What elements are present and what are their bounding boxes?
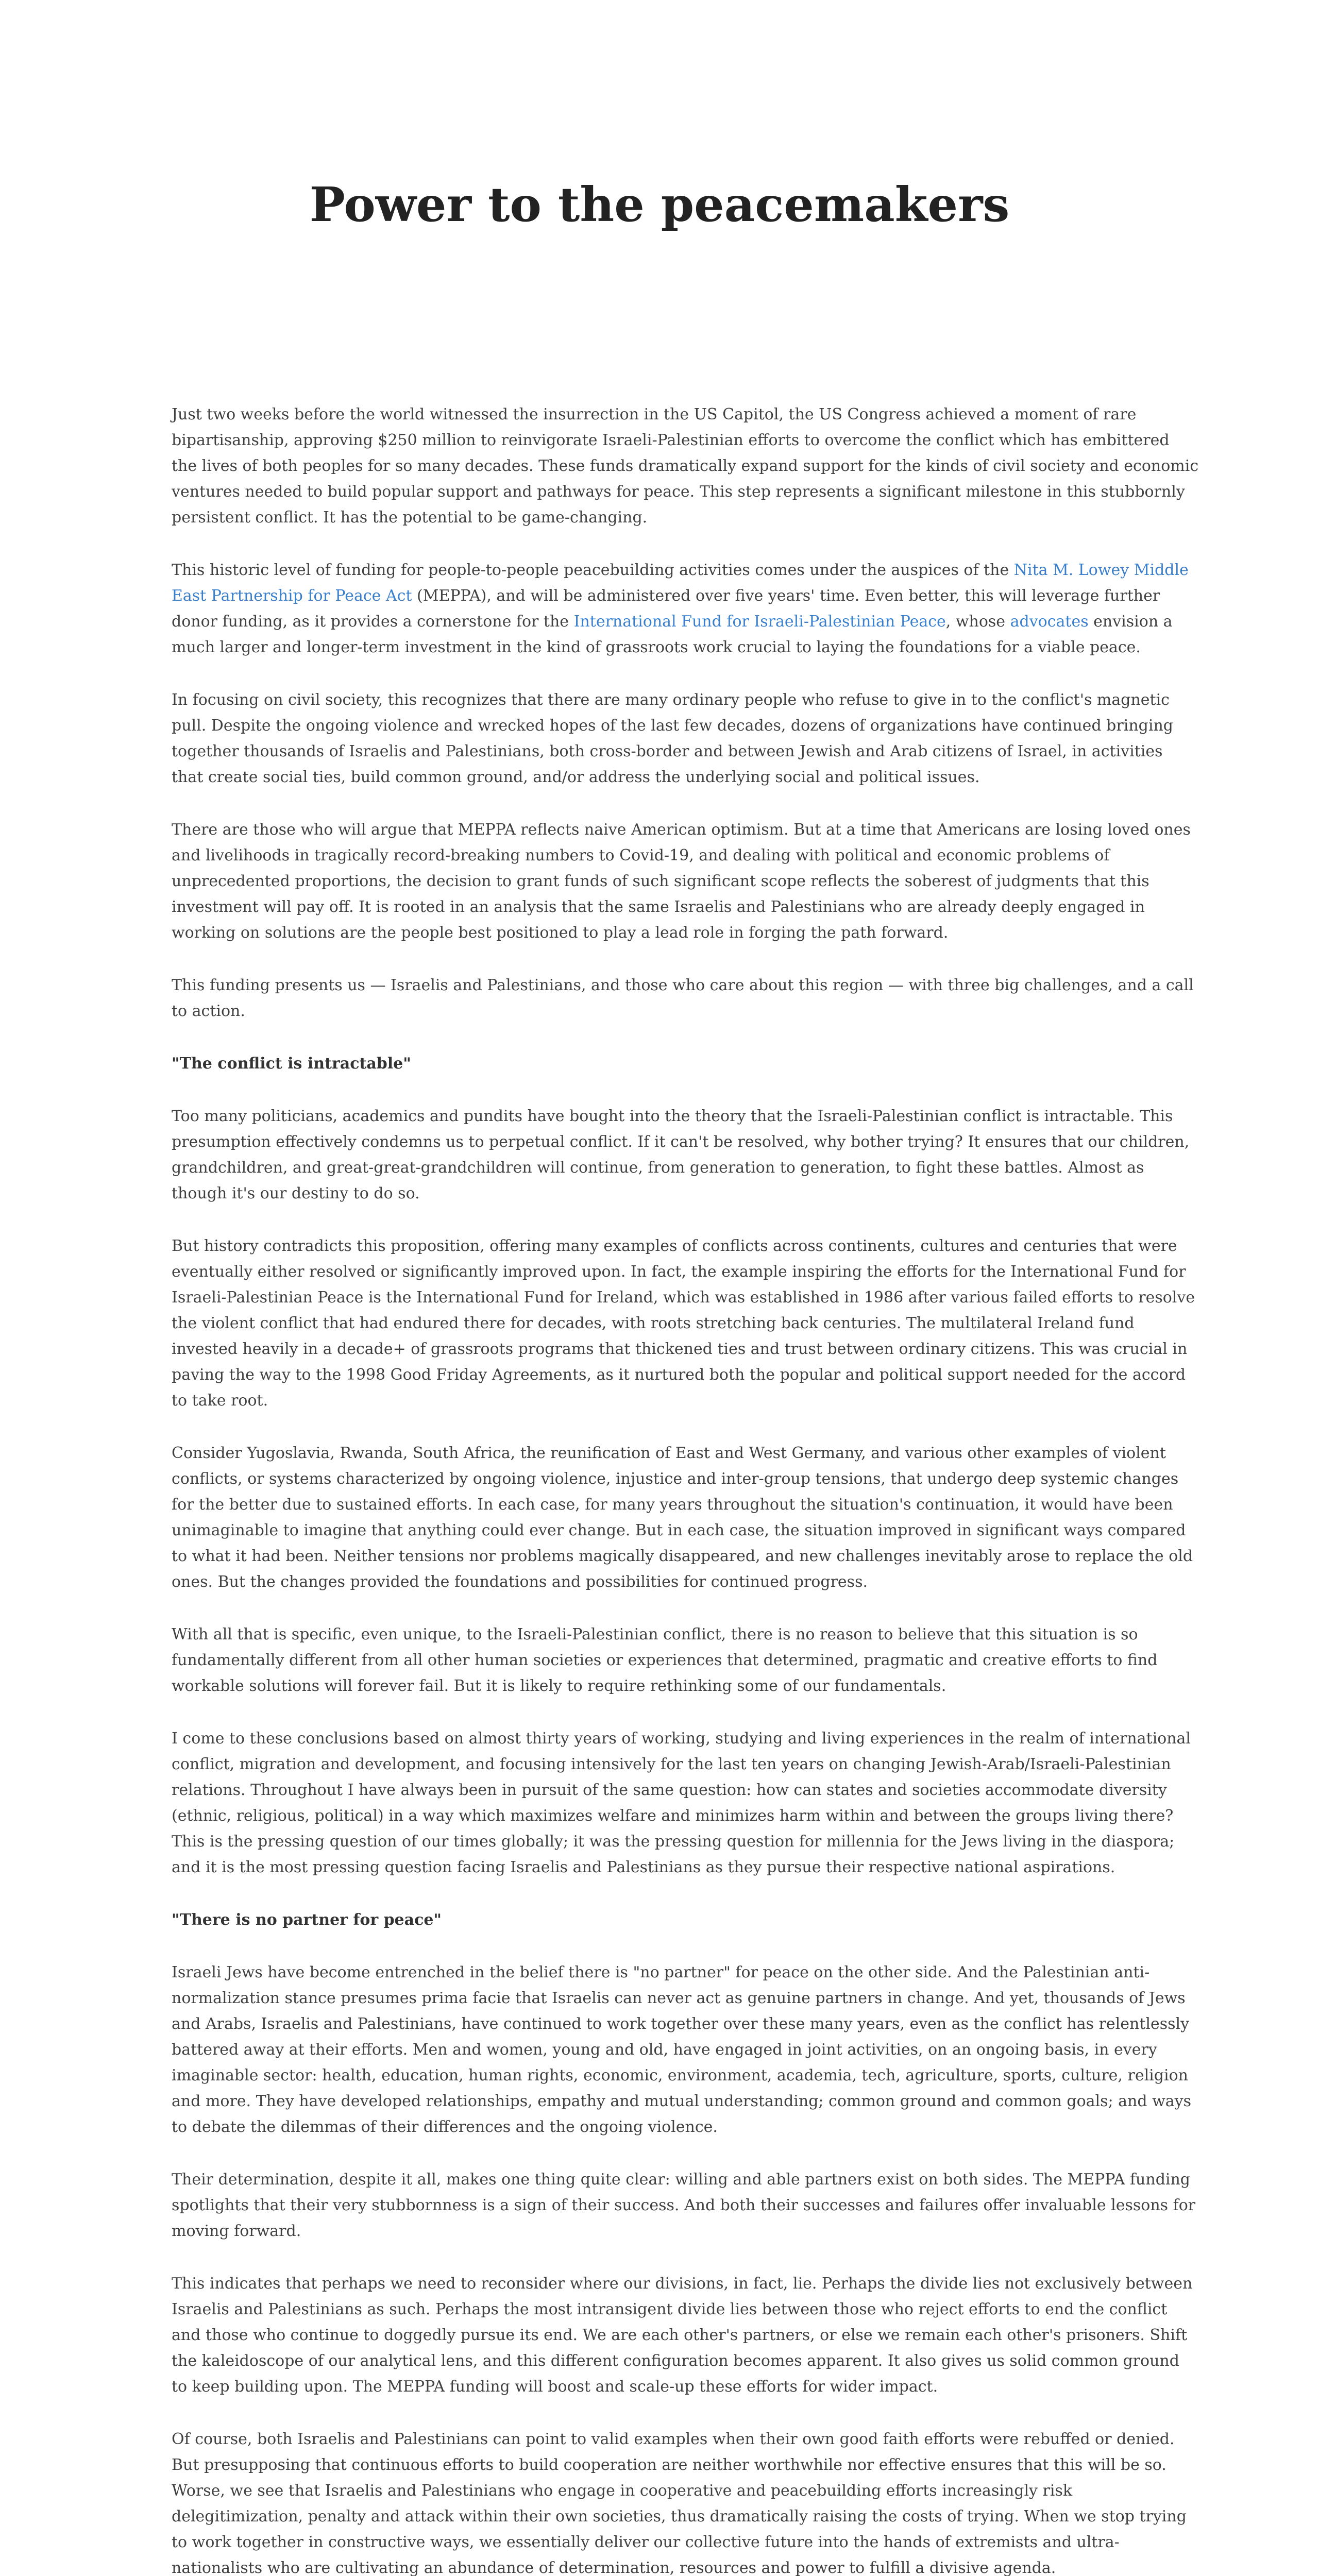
- article-body: [172, 402, 1199, 2576]
- paragraph: Their determination, despite it all, makes one thing quite clear: willing and able partners exist on both sides. The MEPPA funding spotlights that their very stubbornness is a sign of their success. And both their successes and failures offer invaluable lessons for moving forward.: [172, 2171, 1196, 2240]
- paragraph: Of course, both Israelis and Palestinians can point to valid examples when their own good faith efforts were rebuffed or denied. But presupposing that continuous efforts to build cooperation are neither worthwhile nor effective ensures that this will be so. Worse, we see that Israelis and Palestinians who engage in cooperative and peacebuilding efforts increasingly risk delegitimization, penalty and attack within their own societies, thus dramatically raising the costs of trying. When we stop trying to work together in constructive ways, we essentially deliver our collective future into the hands of extremists and ultra-nationalists who are cultivating an abundance of determination, resources and power to fulfill a divisive agenda.: [172, 2430, 1187, 2576]
- meppa-act-link[interactable]: Nita M. Lowey Middle East Partnership for Peace Act: [172, 561, 1189, 605]
- paragraph: This indicates that perhaps we need to reconsider where our divisions, in fact, lie. Perhaps the divide lies not exclusively between Israelis and Palestinians as such. Perhaps the most intransigent divide lies between those who reject efforts to end the conflict and those who continue to doggedly pursue its end. We are each other's partners, or else we remain each other's prisoners. Shift the kaleidoscope of our analytical lens, and this different configuration becomes apparent. It also gives us solid common ground to keep building upon. The MEPPA funding will boost and scale-up these efforts for wider impact.: [172, 2275, 1193, 2396]
- paragraph: I come to these conclusions based on almost thirty years of working, studying and living experiences in the realm of international conflict, migration and development, and focusing intensively for the last ten years on changing Jewish-Arab/Israeli-Palestinian relations. Throughout I have always been in pursuit of the same question: how can states and societies accommodate diversity (ethnic, religious, political) in a way which maximizes welfare and minimizes harm within and between the groups living there? This is the pressing question of our times globally; it was the pressing question for millennia for the Jews living in the diaspora; and it is the most pressing question facing Israelis and Palestinians as they pursue their respective national aspirations.: [172, 1730, 1191, 1876]
- paragraph-text: This historic level of funding for people-to-people peacebuilding activities comes under the auspices of the: [172, 561, 1014, 579]
- paragraph: With all that is specific, even unique, to the Israeli-Palestinian conflict, there is no reason to believe that this situation is so fundamentally different from all other human societies or experiences that determined, pragmatic and creative efforts to find workable solutions will forever fail. But it is likely to require rethinking some of our fundamentals.: [172, 1625, 1158, 1695]
- paragraph: Too many politicians, academics and pundits have bought into the theory that the Israeli-Palestinian conflict is intractable. This presumption effectively condemns us to perpetual conflict. If it can't be resolved, why bother trying? It ensures that our children, grandchildren, and great-great-grandchildren will continue, from generation to generation, to fight these battles. Almost as though it's our destiny to do so.: [172, 1107, 1190, 1202]
- paragraph: Just two weeks before the world witnessed the insurrection in the US Capitol, the US Congress achieved a moment of rare bipartisanship, approving $250 million to reinvigorate Israeli-Palestinian efforts to overcome the conflict which has embittered the lives of both peoples for so many decades. These funds dramatically expand support for the kinds of civil society and economic ventures needed to build popular support and pathways for peace. This step represents a significant milestone in this stubbornly persistent conflict. It has the potential to be game-changing.: [172, 405, 1199, 527]
- international-fund-link[interactable]: International Fund for Israeli-Palestinian Peace: [573, 613, 946, 631]
- advocates-link[interactable]: advocates: [1010, 613, 1089, 631]
- section-heading: "There is no partner for peace": [172, 1911, 442, 1929]
- paragraph-text: envision a much larger and longer-term investment in the kind of grassroots work crucial to laying the foundations for a viable peace.: [172, 613, 1173, 656]
- paragraph-text: , whose: [945, 613, 1010, 631]
- section-heading: "The conflict is intractable": [172, 1055, 411, 1073]
- paragraph: But history contradicts this proposition, offering many examples of conflicts across continents, cultures and centuries that were eventually either resolved or significantly improved upon. In fact, the example inspiring the efforts for the International Fund for Israeli-Palestinian Peace is the International Fund for Ireland, which was established in 1986 after various failed efforts to resolve the violent conflict that had endured there for decades, with roots stretching back centuries. The multilateral Ireland fund invested heavily in a decade+ of grassroots programs that thickened ties and trust between ordinary citizens. This was crucial in paving the way to the 1998 Good Friday Agreements, as it nurtured both the popular and political support needed for the accord to take root.: [172, 1237, 1195, 1410]
- paragraph: Consider Yugoslavia, Rwanda, South Africa, the reunification of East and West Germany, and various other examples of violent conflicts, or systems characterized by ongoing violence, injustice and inter-group tensions, that undergo deep systemic changes for the better due to sustained efforts. In each case, for many years throughout the situation's continuation, it would have been unimaginable to imagine that anything could ever change. But in each case, the situation improved in significant ways compared to what it had been. Neither tensions nor problems magically disappeared, and new challenges inevitably arose to replace the old ones. But the changes provided the foundations and possibilities for continued progress.: [172, 1444, 1193, 1591]
- paragraph: [172, 557, 1199, 660]
- paragraph: There are those who will argue that MEPPA reflects naive American optimism. But at a time that Americans are losing loved ones and livelihoods in tragically record-breaking numbers to Covid-19, and dealing with political and economic problems of unprecedented proportions, the decision to grant funds of such significant scope reflects the soberest of judgments that this investment will pay off. It is rooted in an analysis that the same Israelis and Palestinians who are already deeply engaged in working on solutions are the people best positioned to play a lead role in forging the path forward.: [172, 821, 1191, 942]
- article-title: Power to the peacemakers: [309, 177, 1010, 232]
- paragraph: This funding presents us — Israelis and Palestinians, and those who care about this region — with three big challenges, and a call to action.: [172, 976, 1194, 1020]
- paragraph-text: (MEPPA), and will be administered over five years' time. Even better, this will leverage further donor funding, as it provides a cornerstone for the: [172, 587, 1160, 631]
- paragraph: Israeli Jews have become entrenched in the belief there is "no partner" for peace on the other side. And the Palestinian anti-normalization stance presumes prima facie that Israelis can never act as genuine partners in change. And yet, thousands of Jews and Arabs, Israelis and Palestinians, have continued to work together over these many years, even as the conflict has relentlessly battered away at their efforts. Men and women, young and old, have engaged in joint activities, on an ongoing basis, in every imaginable sector: health, education, human rights, economic, environment, academia, tech, agriculture, sports, culture, religion and more. They have developed relationships, empathy and mutual understanding; common ground and common goals; and ways to debate the dilemmas of their differences and the ongoing violence.: [172, 1963, 1192, 2136]
- paragraph: In focusing on civil society, this recognizes that there are many ordinary people who refuse to give in to the conflict's magnetic pull. Despite the ongoing violence and wrecked hopes of the last few decades, dozens of organizations have continued bringing together thousands of Israelis and Palestinians, both cross-border and between Jewish and Arab citizens of Israel, in activities that create social ties, build common ground, and/or address the underlying social and political issues.: [172, 691, 1173, 786]
